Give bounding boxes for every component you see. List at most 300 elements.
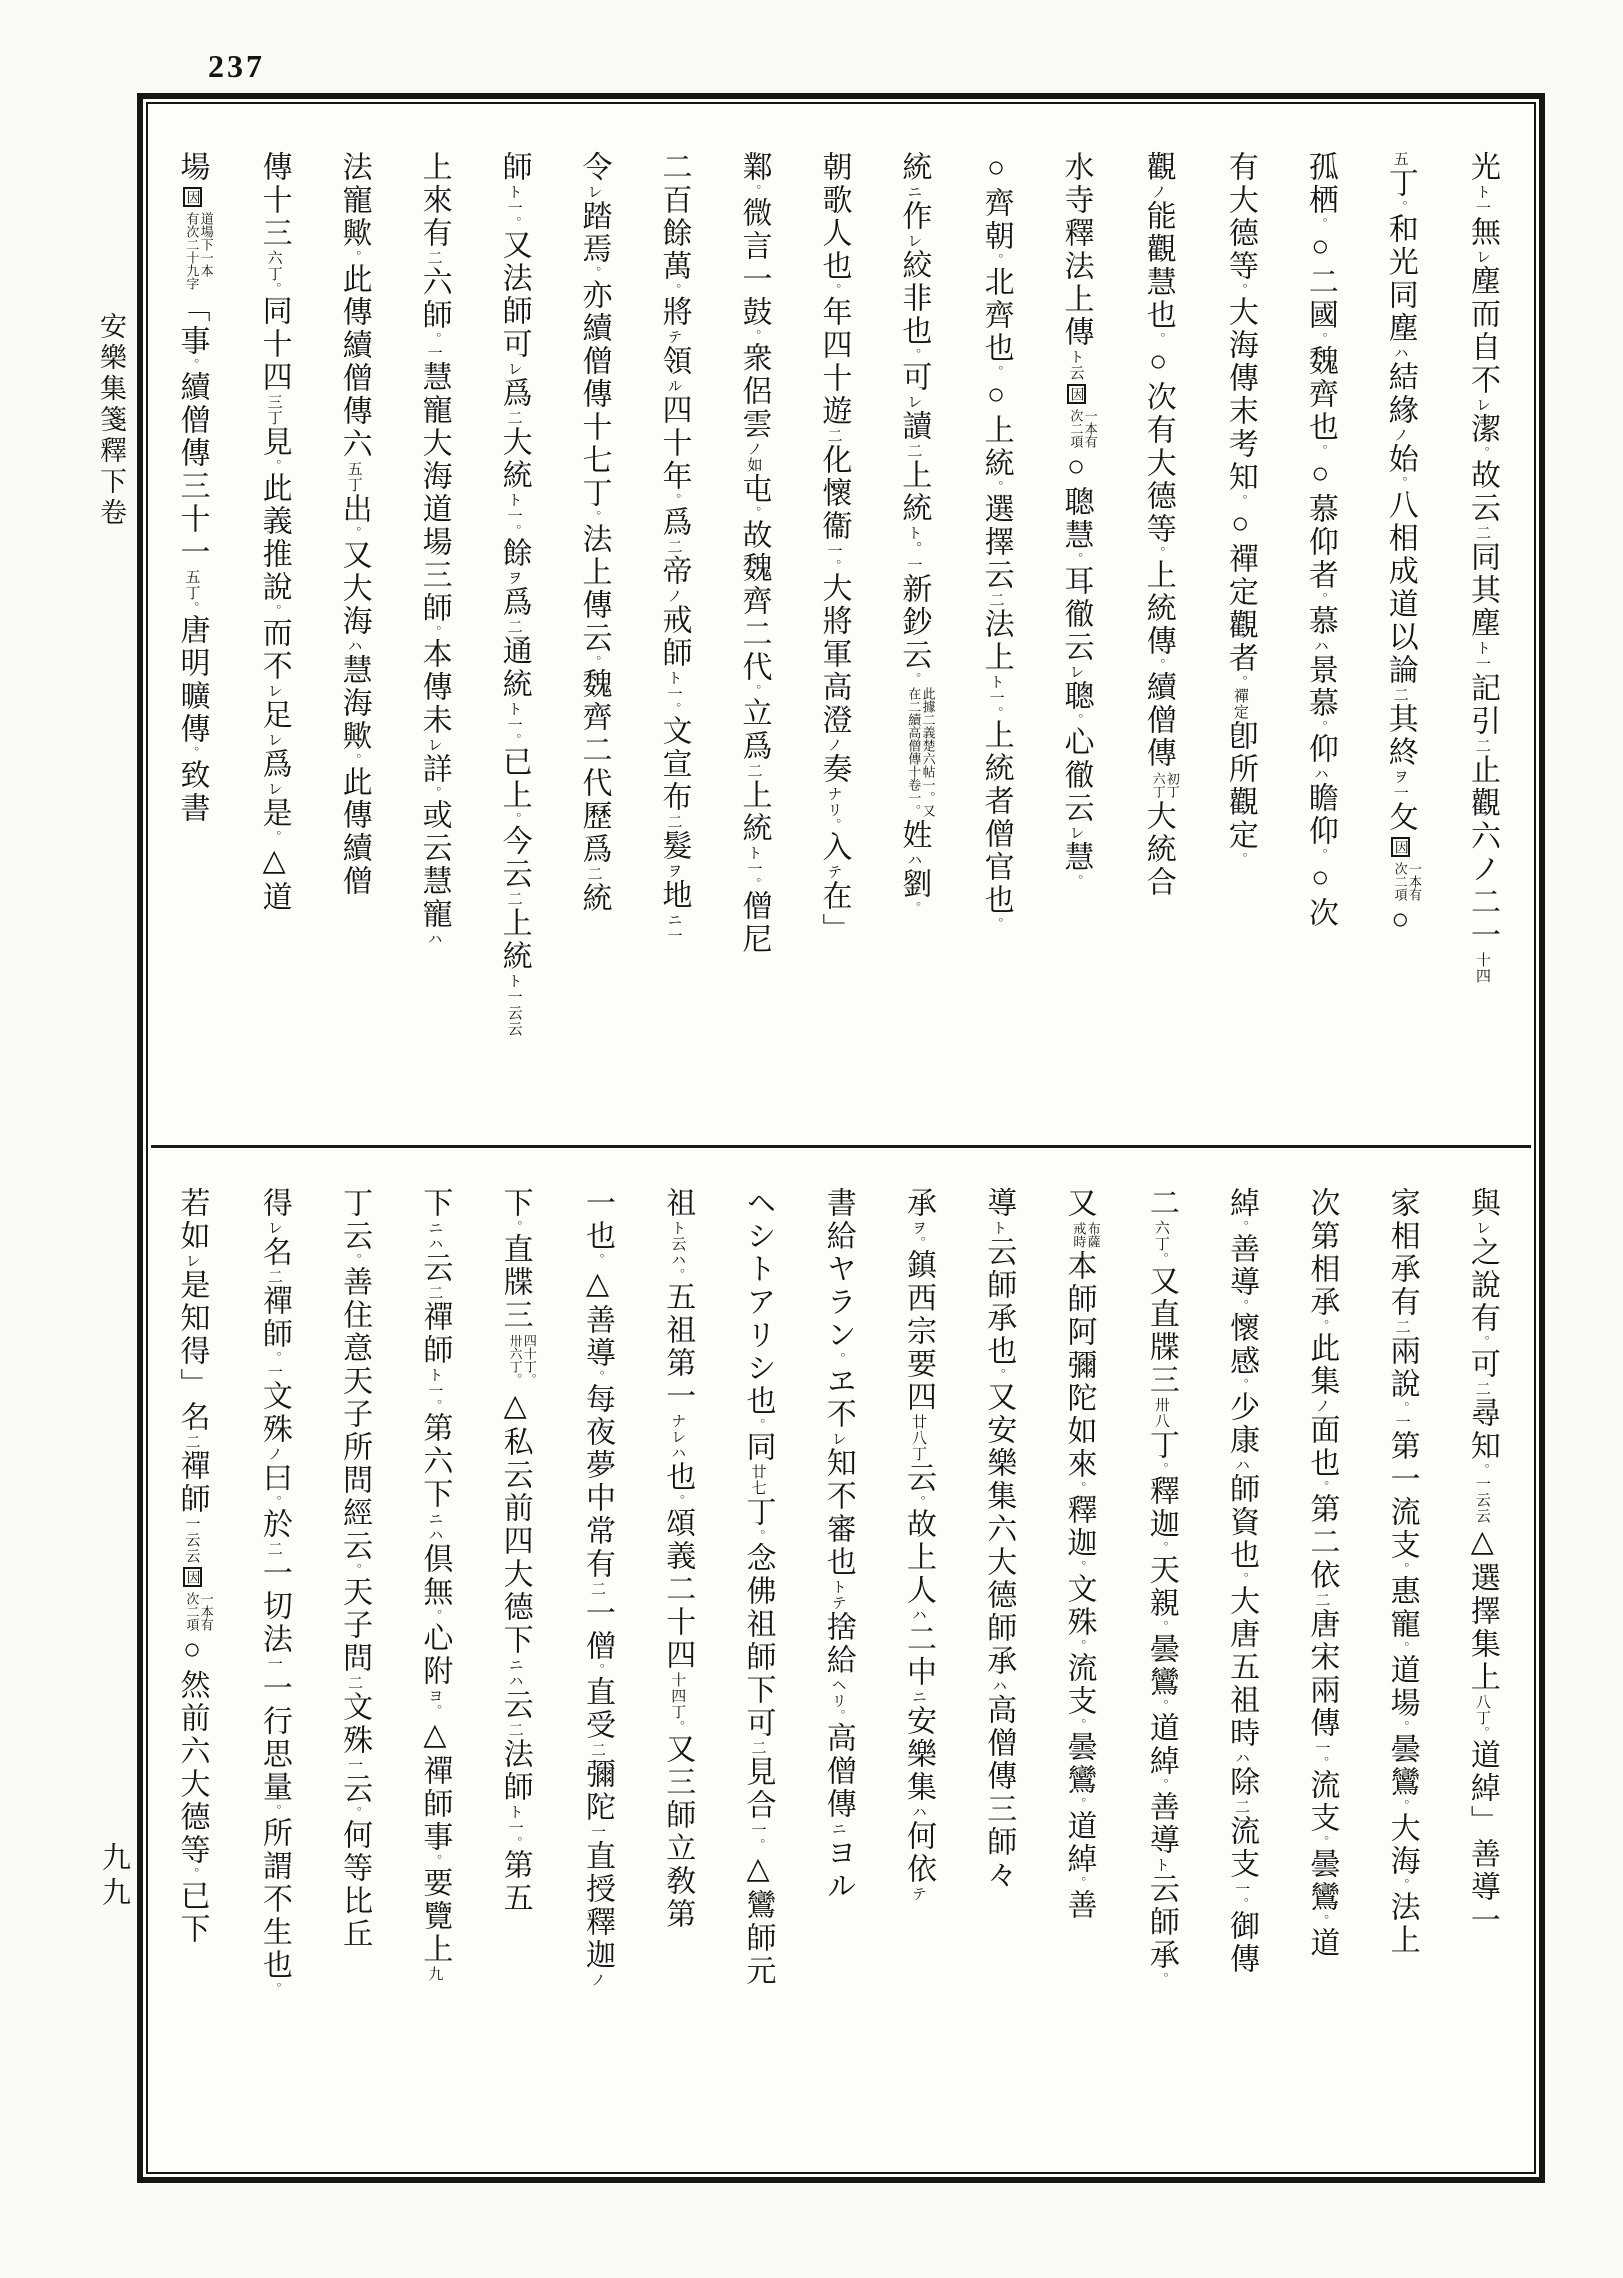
punctuation-mark: 。 — [906, 672, 922, 685]
kaeriten-mark: 二 — [987, 592, 1004, 608]
kaeriten-mark: レ — [265, 1220, 282, 1236]
kaeriten-mark: ハ — [1233, 1457, 1250, 1473]
punctuation-mark: 。 — [590, 1663, 606, 1676]
punctuation-mark: 。 — [1314, 1480, 1330, 1493]
kaeriten-mark: 六丁 — [1152, 1220, 1169, 1252]
punctuation-mark: 。 — [1232, 675, 1248, 688]
punctuation-mark: 。 — [910, 1495, 926, 1508]
kaeriten-mark: 一 — [425, 345, 442, 361]
punctuation-mark: 。 — [988, 253, 1004, 266]
warichu-line: 次二項 — [1392, 862, 1408, 901]
punctuation-mark: 。 — [1071, 1718, 1087, 1731]
kaeriten-mark: ニハ — [426, 1220, 443, 1252]
boxed-collation-mark: 因 — [1067, 384, 1086, 404]
punctuation-mark: 。 — [1394, 1401, 1410, 1414]
kaeriten-mark: 禪定 — [1231, 688, 1248, 720]
text-column: 孤栖。○二國。魏齊也。○慕仰者。慕ハ景慕。仰ハ瞻仰。○次 — [1303, 151, 1337, 930]
kaeriten-mark: 廿七 — [749, 1464, 766, 1496]
boxed-collation-mark: 因 — [183, 1567, 202, 1587]
kaeriten-mark: レ — [505, 361, 522, 377]
kaeriten-mark: ハ — [905, 852, 922, 868]
kaeriten-mark: ト一 — [665, 670, 682, 702]
punctuation-mark: 。 — [746, 329, 762, 342]
kaeriten-mark: 二 — [585, 866, 602, 882]
text-column: 書給ヤラン。ヱ不レ知不審也トテ捨給ヘリ。高僧傳ニヨル — [821, 1187, 855, 1903]
punctuation-mark: 。 — [1153, 1462, 1169, 1475]
punctuation-mark: 。 — [906, 901, 922, 914]
punctuation-mark: 。 — [266, 1982, 282, 1995]
text-column: 鄴。微言一鼓。衆侶雲ノ如屯。故魏齊二代。立爲二上統ト一。僧尼 — [737, 151, 771, 956]
text-column: 丁云。善住意天子所問經云。天子問二文殊一云。何等比丘 — [338, 1187, 372, 1951]
kaeriten-mark: テ — [909, 1886, 926, 1902]
kaeriten-mark: ハ — [425, 931, 442, 947]
kaeriten-mark: 一 — [1233, 1881, 1250, 1897]
warichu-note — [906, 687, 935, 817]
punctuation-mark: 。 — [1153, 1252, 1169, 1265]
kaeriten-mark: ト一 — [505, 184, 522, 216]
punctuation-mark: 。 — [1312, 848, 1328, 861]
text-column: 師ト一。又法師可レ爲二大統ト一。餘ヲ爲二通統ト一。已上。今云二上統ト一云云 — [497, 151, 531, 1037]
punctuation-mark: 。 — [347, 1806, 363, 1819]
kaeriten-mark: ト一 — [1473, 640, 1490, 672]
kaeriten-mark: ハ — [345, 638, 362, 654]
text-column: 綽。善導。懷感。少康ハ師資也。大唐五祖時ハ除二流支一。御傳 — [1225, 1187, 1259, 1976]
punctuation-mark: 。 — [266, 1804, 282, 1817]
text-column: 觀ノ能觀慧也。○次有大德等。上統傳。續僧傳 初丁 六丁 大統合 — [1141, 151, 1180, 899]
kaeriten-mark: 二 — [505, 619, 522, 635]
kaeriten-mark: ノ — [825, 737, 842, 753]
kaeriten-mark: レ — [265, 781, 282, 797]
punctuation-mark: 。 — [666, 702, 682, 715]
boxed-collation-mark: 因 — [183, 187, 202, 207]
punctuation-mark: 。 — [1071, 1560, 1087, 1573]
warichu-line: 布薩 — [1085, 1222, 1101, 1248]
text-column: 又 布薩 戒時 本師阿彌陀如來。釋迦。文殊。流支。曇鸞。道綽。善 — [1062, 1187, 1101, 1922]
kaeriten-mark: 二 — [1473, 525, 1490, 541]
kaeriten-mark: ト云ハ — [669, 1220, 686, 1268]
punctuation-mark: 。 — [1071, 1797, 1087, 1810]
kaeriten-mark: 二 — [346, 1675, 363, 1691]
punctuation-mark: 。 — [1234, 1220, 1250, 1233]
punctuation-mark: 。 — [1068, 552, 1084, 565]
punctuation-mark: 。 — [586, 655, 602, 668]
punctuation-mark: 。 — [1474, 446, 1490, 459]
punctuation-mark: 。 — [1314, 1319, 1330, 1332]
kaeriten-mark: テ — [665, 329, 682, 345]
kaeriten-mark: ヲ — [665, 863, 682, 879]
kaeriten-mark: ト一 — [745, 845, 762, 877]
warichu-line: 四十丁。 — [521, 1334, 537, 1386]
punctuation-mark: 。 — [1234, 1299, 1250, 1312]
warichu-line: 初丁 — [1164, 772, 1180, 798]
kaeriten-mark: テ — [825, 864, 842, 880]
text-column: 有大德等。大海傳末考知。○禪定觀者。禪定卽所觀定。 — [1223, 151, 1257, 865]
punctuation-mark: 。 — [1312, 217, 1328, 230]
block-divider-rule — [151, 1145, 1531, 1148]
kaeriten-mark: ト。一 — [905, 525, 922, 573]
punctuation-mark: 。 — [826, 559, 842, 572]
punctuation-mark: 。 — [1394, 1720, 1410, 1733]
punctuation-mark: 。 — [746, 877, 762, 890]
kaeriten-mark: 二 — [505, 891, 522, 907]
kaeriten-mark: 一 — [1313, 1740, 1330, 1756]
kaeriten-mark: ハ — [1391, 345, 1408, 361]
kaeriten-mark: ヲ — [909, 1220, 926, 1236]
kaeriten-mark: レ — [905, 394, 922, 410]
punctuation-mark: 。 — [750, 1838, 766, 1851]
punctuation-mark: 。 — [1071, 1876, 1087, 1889]
punctuation-mark: 。 — [1153, 1620, 1169, 1633]
punctuation-mark: 。 — [184, 1867, 200, 1880]
kaeriten-mark: 二 — [506, 1722, 523, 1738]
punctuation-mark: 。 — [746, 184, 762, 197]
warichu-note — [184, 1592, 213, 1631]
kaeriten-mark: ニ — [909, 1689, 926, 1705]
kaeriten-mark: ル — [665, 378, 682, 394]
punctuation-mark: 。 — [670, 1720, 686, 1733]
kaeriten-mark: ヘリ — [829, 1677, 846, 1709]
punctuation-mark: 。 — [910, 1236, 926, 1249]
warichu-line: 有次二十九字 — [184, 212, 200, 290]
punctuation-mark: 。 — [506, 216, 522, 229]
kaeriten-mark: 二 — [745, 763, 762, 779]
text-column: 家相承有二兩說。一第一流支。惠寵。道場。曇鸞。大海。法上 — [1385, 1187, 1419, 1957]
kaeriten-mark: ト一 — [987, 674, 1004, 706]
kaeriten-mark: ニ一 — [665, 912, 682, 944]
text-column: 一也。△善導。每夜夢中常有二一僧。直受二彌陀一直授釋迦ノ — [581, 1187, 615, 1988]
kaeriten-mark: レ — [1067, 825, 1084, 841]
kaeriten-mark: ニハ — [506, 1657, 523, 1689]
kaeriten-mark: 八丁 — [1473, 1694, 1490, 1726]
punctuation-mark: 。 — [1153, 1541, 1169, 1554]
punctuation-mark: 。 — [830, 1352, 846, 1365]
kaeriten-mark: 二 — [425, 250, 442, 266]
warichu-line: 次二項 — [184, 1592, 200, 1631]
punctuation-mark: 。 — [1150, 546, 1166, 559]
punctuation-mark: 。 — [590, 1370, 606, 1383]
kaeriten-mark: 五丁 — [345, 461, 362, 493]
kaeriten-mark: 二 — [1473, 738, 1490, 754]
punctuation-mark: 。 — [1312, 332, 1328, 345]
warichu-line: 次二項 — [1068, 409, 1084, 448]
kaeriten-mark: 卅八 — [1152, 1397, 1169, 1429]
kaeriten-mark: ハ — [1233, 1750, 1250, 1766]
text-column: 朝歌人也。年四十遊二化懷衞一。大將軍高澄ノ奏ナリ。入テ在」 — [817, 151, 851, 946]
kaeriten-mark: 五 — [1391, 151, 1408, 167]
kaeriten-mark: ハ — [909, 1607, 926, 1623]
kaeriten-mark: ト云 — [1067, 349, 1084, 381]
punctuation-mark: 。 — [507, 1836, 523, 1849]
kaeriten-mark: 一 — [265, 1656, 282, 1672]
punctuation-mark: 。 — [666, 283, 682, 296]
text-block-bottom — [173, 1187, 1501, 2169]
warichu-note — [507, 1334, 536, 1386]
kaeriten-mark: ハ — [1311, 766, 1328, 782]
punctuation-mark: 。 — [266, 282, 282, 295]
punctuation-mark: 。 — [1474, 1335, 1490, 1348]
punctuation-mark: 。 — [1071, 1639, 1087, 1652]
punctuation-mark: 。 — [506, 733, 522, 746]
punctuation-mark: 。 — [1394, 1562, 1410, 1575]
text-column: 若如レ是知得」名二禪師一云云因 一本有 次二項 ○然前六大德等。已下 — [175, 1187, 214, 1946]
punctuation-mark: 。 — [1068, 874, 1084, 887]
warichu-line: 道場下一本 — [198, 212, 214, 277]
punctuation-mark: 。 — [590, 1253, 606, 1266]
kaeriten-mark: 二 — [1233, 1799, 1250, 1815]
page-frame — [137, 93, 1545, 2183]
kaeriten-mark: ト一 — [506, 1804, 523, 1836]
punctuation-mark: 。 — [1150, 658, 1166, 671]
kaeriten-mark: ノ — [1149, 184, 1166, 200]
kaeriten-mark: 二 — [1391, 687, 1408, 703]
punctuation-mark: 。 — [1232, 283, 1248, 296]
kaeriten-mark: 二 — [905, 443, 922, 459]
kaeriten-mark: 二 — [1473, 1381, 1490, 1397]
punctuation-mark: 。 — [1153, 1778, 1169, 1791]
punctuation-mark: 。 — [426, 786, 442, 799]
punctuation-mark: 。 — [1234, 1897, 1250, 1910]
punctuation-mark: 。 — [1232, 494, 1248, 507]
punctuation-mark: 。 — [750, 1529, 766, 1542]
punctuation-mark: 。 — [266, 604, 282, 617]
punctuation-mark: 。 — [586, 266, 602, 279]
boxed-collation-mark: 因 — [1391, 837, 1410, 857]
text-block-top — [173, 151, 1501, 1133]
kaeriten-mark: ノ如 — [745, 441, 762, 473]
kaeriten-mark: レ — [425, 737, 442, 753]
folio-number: 九九 — [98, 1842, 130, 1912]
kaeriten-mark: 云云 — [1473, 1492, 1490, 1524]
punctuation-mark: 。 — [347, 1563, 363, 1576]
warichu-line: 此據二義楚六帖一。又 — [920, 687, 936, 817]
text-column: 二百餘萬。將テ領ル四十年。爲二帝ノ戒師ト一。文宣布二髮ヲ地ニ一 — [657, 151, 691, 944]
kaeriten-mark: レ — [1473, 1220, 1490, 1236]
punctuation-mark: 。 — [1314, 1835, 1330, 1848]
text-column: 下。直牒三 四十丁。 卅六丁。 △私云前四大德下ニハ云二法師ト一。第五 — [498, 1187, 537, 1915]
kaeriten-mark: 二 — [1313, 1592, 1330, 1608]
kaeriten-mark: 一 — [265, 1364, 282, 1380]
kaeriten-mark: ヨ — [426, 1688, 443, 1704]
warichu-note — [184, 212, 213, 290]
punctuation-mark: 。 — [427, 1704, 443, 1717]
kaeriten-mark: レ — [1067, 664, 1084, 680]
punctuation-mark: 。 — [1394, 1878, 1410, 1891]
punctuation-mark: 。 — [1312, 444, 1328, 457]
punctuation-mark: 。 — [988, 917, 1004, 930]
punctuation-mark: 。 — [266, 1351, 282, 1364]
warichu-note — [1150, 772, 1179, 798]
text-column: ヘシトアリシ也。同廿七丁。念佛祖師下可二見合一。△鸞師元 — [741, 1187, 775, 1988]
kaeriten-mark: ト一 — [505, 492, 522, 524]
text-column: 水寺釋法上傳ト云因 一本有 次二項 ○聰慧。耳徹云レ聰。心徹云レ慧。 — [1059, 151, 1098, 887]
kaeriten-mark: 一 — [1393, 1414, 1410, 1430]
punctuation-mark: 。 — [906, 348, 922, 361]
text-column: 與レ之說有。可二尋知。一云云△選擇集上八丁。道綽」善導一 — [1465, 1187, 1499, 1937]
punctuation-mark: 。 — [1312, 720, 1328, 733]
kaeriten-mark: レ — [183, 1253, 200, 1269]
kaeriten-mark: 二 — [183, 1434, 200, 1450]
punctuation-mark: 。 — [1068, 713, 1084, 726]
kaeriten-mark: ハ — [909, 1804, 926, 1820]
kaeriten-mark: 二 — [505, 410, 522, 426]
kaeriten-mark: 一 — [346, 1757, 363, 1773]
punctuation-mark: 。 — [746, 684, 762, 697]
kaeriten-mark: 二 — [265, 1269, 282, 1285]
kaeriten-mark: レ — [1473, 397, 1490, 413]
kaeriten-mark: 一 — [825, 543, 842, 559]
text-column: 光ト一無レ塵而自不レ潔。故云二同其塵ト一記引二止觀六ノ二一十四 — [1465, 151, 1499, 984]
kaeriten-mark: ト一 — [1473, 184, 1490, 216]
punctuation-mark: 。 — [666, 493, 682, 506]
punctuation-mark: 。 — [750, 1418, 766, 1431]
punctuation-mark: 。 — [1314, 1914, 1330, 1927]
kaeriten-mark: 一 — [589, 1824, 606, 1840]
punctuation-mark: 。 — [670, 1268, 686, 1281]
punctuation-mark: 。 — [346, 250, 362, 263]
kaeriten-mark: ヲ一 — [1391, 769, 1408, 801]
kaeriten-mark: ト一 — [505, 973, 522, 1005]
text-column: ○齊朝。北齊也。○上統。選擇云二法上ト一。上統者僧官也。 — [979, 151, 1013, 930]
punctuation-mark: 。 — [1312, 592, 1328, 605]
punctuation-mark: 。 — [426, 332, 442, 345]
kaeriten-mark: ニハ — [426, 1511, 443, 1543]
kaeriten-mark: ノ — [265, 1446, 282, 1462]
kaeriten-mark: 五丁 — [183, 569, 200, 601]
page-number: 237 — [208, 48, 265, 84]
punctuation-mark: 。 — [1071, 1481, 1087, 1494]
kaeriten-mark: レ — [585, 184, 602, 200]
warichu-line: 一本有 — [1082, 409, 1098, 448]
punctuation-mark: 。 — [1394, 1799, 1410, 1812]
warichu-note — [1392, 862, 1421, 901]
punctuation-mark: 。 — [1232, 852, 1248, 865]
kaeriten-mark: 二 — [749, 1740, 766, 1756]
punctuation-mark: 。 — [426, 625, 442, 638]
kaeriten-mark: ト一 — [426, 1367, 443, 1399]
punctuation-mark: 。 — [184, 746, 200, 759]
punctuation-mark: 。 — [988, 365, 1004, 378]
warichu-line: 戒時 — [1071, 1222, 1087, 1248]
kaeriten-mark: 十四丁 — [669, 1672, 686, 1720]
kaeriten-mark: レ — [265, 732, 282, 748]
kaeriten-mark: ヲ — [505, 570, 522, 586]
kaeriten-mark: ニ — [829, 1821, 846, 1837]
warichu-line: 六丁 — [1150, 772, 1166, 798]
kaeriten-mark: ニ — [905, 184, 922, 200]
kaeriten-mark: 廿八丁 — [909, 1414, 926, 1462]
punctuation-mark: 。 — [1392, 476, 1408, 489]
punctuation-mark: 。 — [991, 1368, 1007, 1381]
kaeriten-mark: ト一 — [505, 701, 522, 733]
kaeriten-mark: 二 — [1393, 1319, 1410, 1335]
punctuation-mark: 。 — [826, 818, 842, 831]
text-column: 祖ト云ハ。五祖第一ナレハ也。頌義二十四十四丁。又三師立敎第 — [661, 1187, 695, 1931]
punctuation-mark: 。 — [184, 601, 200, 614]
kaeriten-mark: 十四 — [1473, 952, 1490, 984]
text-column: 統ニ作レ絞非也。可レ讀二上統ト。一新鈔云。 此據二義楚六帖一。又 在二續高僧傳十卷一。 姓ハ劉。 — [897, 151, 936, 914]
warichu-note — [1071, 1222, 1100, 1248]
kaeriten-mark: レ — [265, 683, 282, 699]
kaeriten-mark: レ — [1473, 249, 1490, 265]
text-column: 得レ名二禪師。一文殊ノ曰。於二一切法一一行思量。所謂不生也。 — [257, 1187, 291, 1995]
kaeriten-mark: 云云 — [505, 1005, 522, 1037]
punctuation-mark: 。 — [746, 506, 762, 519]
text-column: 導ト云師承也。又安樂集六大德師承ハ高僧傳三師々 — [982, 1187, 1016, 1892]
warichu-line: 一本有 — [198, 1592, 214, 1631]
punctuation-mark: 。 — [347, 1253, 363, 1266]
punctuation-mark: 。 — [1234, 1378, 1250, 1391]
kaeriten-mark: ナレハ — [669, 1413, 686, 1461]
text-column: 五丁。和光同塵ハ結緣ノ始。八相成道以論二其終ヲ一攵因 一本有 次二項 ○ — [1383, 151, 1422, 939]
kaeriten-mark: 二 — [265, 1541, 282, 1557]
text-column: 承ヲ。鎮西宗要四廿八丁云。故上人ハ二中ニ安樂集ハ何依テ — [901, 1187, 935, 1902]
kaeriten-mark: ノ — [665, 588, 682, 604]
kaeriten-mark: ト — [990, 1220, 1007, 1236]
kaeriten-mark: 云云 — [183, 1532, 200, 1564]
punctuation-mark: 。 — [988, 706, 1004, 719]
punctuation-mark: 。 — [266, 459, 282, 472]
kaeriten-mark: ト — [1152, 1857, 1169, 1873]
kaeriten-mark: ハ — [1311, 638, 1328, 654]
kaeriten-mark: ノ — [1391, 427, 1408, 443]
kaeriten-mark: レ — [905, 233, 922, 249]
punctuation-mark: 。 — [670, 1494, 686, 1507]
kaeriten-mark: 二 — [825, 428, 842, 444]
punctuation-mark: 。 — [1474, 1463, 1490, 1476]
punctuation-mark: 。 — [1153, 1972, 1169, 1985]
kaeriten-mark: 一 — [1473, 1476, 1490, 1492]
punctuation-mark: 。 — [1153, 1699, 1169, 1712]
punctuation-mark: 。 — [1474, 1726, 1490, 1739]
punctuation-mark: 。 — [1234, 1572, 1250, 1585]
kaeriten-mark: 二 — [426, 1285, 443, 1301]
kaeriten-mark: ノ — [589, 1972, 606, 1988]
punctuation-mark: 。 — [427, 1609, 443, 1622]
kaeriten-mark: 六丁 — [265, 250, 282, 282]
kaeriten-mark: 三丁 — [265, 394, 282, 426]
text-column: 場因 道場下一本 有次二十九字 「事。續僧傳三十一五丁。唐明曠傳。致書 — [175, 151, 214, 825]
punctuation-mark: 。 — [1314, 1756, 1330, 1769]
punctuation-mark: 。 — [988, 480, 1004, 493]
warichu-note — [1068, 409, 1097, 448]
punctuation-mark: 。 — [184, 358, 200, 371]
punctuation-mark: 。 — [586, 510, 602, 523]
margin-title: 安樂集箋釋下卷 — [96, 312, 126, 529]
punctuation-mark: 。 — [427, 1399, 443, 1412]
punctuation-mark: 。 — [506, 812, 522, 825]
punctuation-mark: 。 — [266, 830, 282, 843]
kaeriten-mark: トテ — [829, 1579, 846, 1611]
kaeriten-mark: 二 — [665, 539, 682, 555]
kaeriten-mark: 二 — [589, 1581, 606, 1597]
kaeriten-mark: 二 — [665, 814, 682, 830]
text-column: 法寵歟。此傳續僧傳六五丁出。又大海ハ慧海歟。此傳續僧 — [337, 151, 371, 898]
text-column: 上來有二六師。一慧寵大海道場三師。本傳未レ詳。或云慧寵ハ — [417, 151, 451, 947]
punctuation-mark: 。 — [346, 526, 362, 539]
text-column: 二六丁。又直牒三卅八丁。釋迦。天親。曇鸞。道綽。善導ト云師承。 — [1144, 1187, 1178, 1985]
warichu-line: 一本有 — [1406, 862, 1422, 901]
kaeriten-mark: 一 — [749, 1822, 766, 1838]
kaeriten-mark: 二 — [589, 1742, 606, 1758]
kaeriten-mark: 九 — [426, 1966, 443, 1982]
punctuation-mark: 。 — [826, 283, 842, 296]
punctuation-mark: 。 — [506, 524, 522, 537]
punctuation-mark: 。 — [1392, 200, 1408, 213]
punctuation-mark: 。 — [1394, 1641, 1410, 1654]
kaeriten-mark: ノ — [1313, 1398, 1330, 1414]
punctuation-mark: 。 — [1150, 332, 1166, 345]
kaeriten-mark: レ — [829, 1431, 846, 1447]
